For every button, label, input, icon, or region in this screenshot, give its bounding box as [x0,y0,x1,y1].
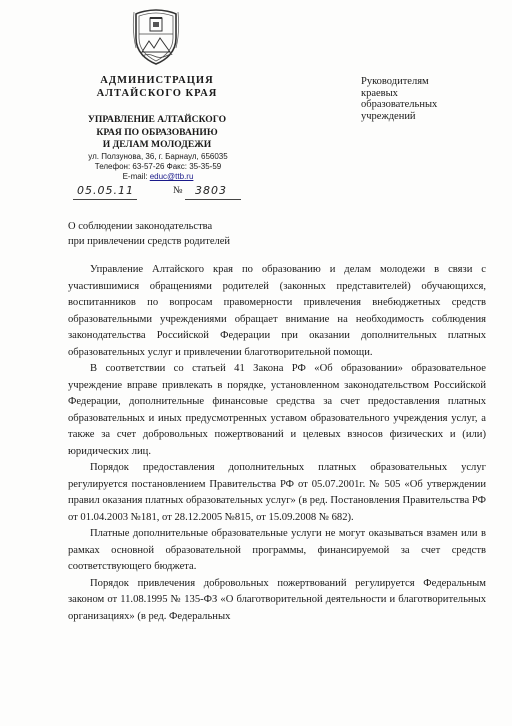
dept-line-2: КРАЯ ПО ОБРАЗОВАНИЮ [96,126,218,138]
phones: Телефон: 63-57-26 Факс: 35-35-59 [94,162,222,171]
org-line-2: АЛТАЙСКОГО КРАЯ [96,88,218,99]
recipient-line-4: учреждений [361,110,416,122]
letter-body [68,262,486,625]
recipient-line-2: краевых [361,87,398,99]
number-label: № [173,185,183,196]
body-paragraph-1: Управление Алтайского края по образованию и делам молодежи в связи с участившимися обращениями родителей (законных представителей) обучающихся, воспитанников по вопросам правомерности привлечения внебюджетных средств образовательными учреждениями обращает внимание на необходимость соблюдения законодательства Российской Федерации при оказании дополнительных платных образовательных услуг и привлечении благотворительной помощи. [68,264,486,358]
registration-line [73,186,243,202]
body-paragraph-4: Платные дополнительные образовательные услуги не могут оказываться взамен или в рамках основной образовательной программы, финансируемой за счет средств соответствующего бюджета. [68,528,486,572]
email-link[interactable]: educ@ttb.ru [149,172,194,181]
body-paragraph-5: Порядок привлечения добровольных пожертвований регулируется Федеральным законом от 11.08.1995 № 135-ФЗ «О благотворительной деятельности и благотворительных организациях» (в ред. Федеральных [68,577,486,622]
org-line-1: АДМИНИСТРАЦИЯ [100,75,214,86]
recipient-line-3: образовательных [361,99,438,110]
recipient-line-1: Руководителям [361,76,429,87]
email-label: E-mail: [122,172,148,181]
registration-number: 3803 [195,184,227,197]
organization-name [70,74,244,100]
registration-date: 05.05.11 [77,184,134,197]
contact-block [68,152,248,182]
recipient-block [361,76,491,122]
coat-of-arms-icon [132,8,180,66]
dept-line-1: УПРАВЛЕНИЕ АЛТАЙСКОГО [87,114,227,125]
subject-line-2: при привлечении средств родителей [68,236,231,247]
subject-line-1: О соблюдении законодательства [68,221,213,232]
number-underline [185,199,241,200]
date-underline [73,199,137,200]
subject-block [68,219,328,249]
email-row [68,172,248,182]
department-name [70,114,244,152]
address: ул. Ползунова, 36, г. Барнаул, 656035 [88,152,228,161]
body-paragraph-3: Порядок предоставления дополнительных платных образовательных услуг регулируется постановлением Правительства РФ от 05.07.2001г. № 505 «Об утверждении правил оказания платных образовательных услуг» (в ред. Постановления Правительства РФ от 01.04.2003 №181, от 28.12.2005 №815, от 15.09.2008 № 682). [68,462,486,523]
dept-line-3: И ДЕЛАМ МОЛОДЕЖИ [102,139,212,150]
body-paragraph-2: В соответствии со статьей 41 Закона РФ «Об образовании» образовательное учреждение вправе привлекать в порядке, установленном законодательством Российской Федерации, дополнительные финансовые средства за счет предоставления платных образовательных и иных предусмотренных уставом образовательного учреждения услуг, а также за счет добровольных пожертвований и целевых взносов физических и (или) юридических лиц. [68,363,486,457]
